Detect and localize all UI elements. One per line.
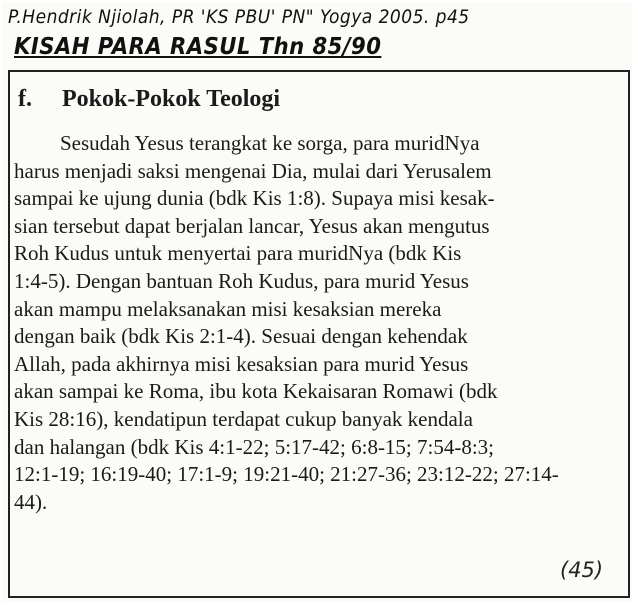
frame-border-left xyxy=(8,70,10,598)
paragraph-line: dengan baik (bdk Kis 2:1-4). Sesuai dengan kehendak xyxy=(14,324,468,349)
paragraph-line: akan mampu melaksanakan misi kesaksian mereka xyxy=(14,296,442,321)
paragraph-line: 12:1-19; 16:19-40; 17:1-9; 19:21-40; 21:27-36; 23:12-22; 27:14- xyxy=(14,462,559,487)
paragraph-line: Roh Kudus untuk menyertai para muridNya (bdk Kis xyxy=(14,241,462,266)
handwritten-page-number: (45) xyxy=(560,558,604,582)
section-heading xyxy=(18,86,280,113)
frame-border-top xyxy=(8,70,630,72)
paragraph-line: 1:4-5). Dengan bantuan Roh Kudus, para murid Yesus xyxy=(14,268,469,293)
handwritten-source-note: P.Hendrik Njiolah, PR 'KS PBU' PN" Yogya 2005. p45 xyxy=(8,6,470,28)
paragraph-line: Sesudah Yesus terangkat ke sorga, para muridNya xyxy=(60,131,480,155)
paragraph-line: Allah, pada akhirnya misi kesaksian para murid Yesus xyxy=(14,351,469,376)
paragraph-line: 44). xyxy=(14,489,48,514)
paragraph xyxy=(14,130,614,516)
paragraph-line: harus menjadi saksi mengenai Dia, mulai dari Yerusalem xyxy=(14,158,492,183)
handwritten-title-note: KISAH PARA RASUL Thn 85/90 xyxy=(14,34,382,60)
paragraph-line: dan halangan (bdk Kis 4:1-22; 5:17-42; 6:8-15; 7:54-8:3; xyxy=(14,434,495,459)
section-letter: f. xyxy=(18,86,32,112)
frame-border-right xyxy=(628,70,630,598)
paragraph-line: sian tersebut dapat berjalan lancar, Yesus akan mengutus xyxy=(14,213,490,238)
paragraph-line: sampai ke ujung dunia (bdk Kis 1:8). Supaya misi kesak- xyxy=(14,186,495,211)
paragraph-line: Kis 28:16), kendatipun terdapat cukup banyak kendala xyxy=(14,406,473,431)
section-title: Pokok-Pokok Teologi xyxy=(62,86,281,112)
paragraph-line: akan sampai ke Roma, ibu kota Kekaisaran Romawi (bdk xyxy=(14,379,498,404)
frame-border-bottom xyxy=(8,596,630,598)
